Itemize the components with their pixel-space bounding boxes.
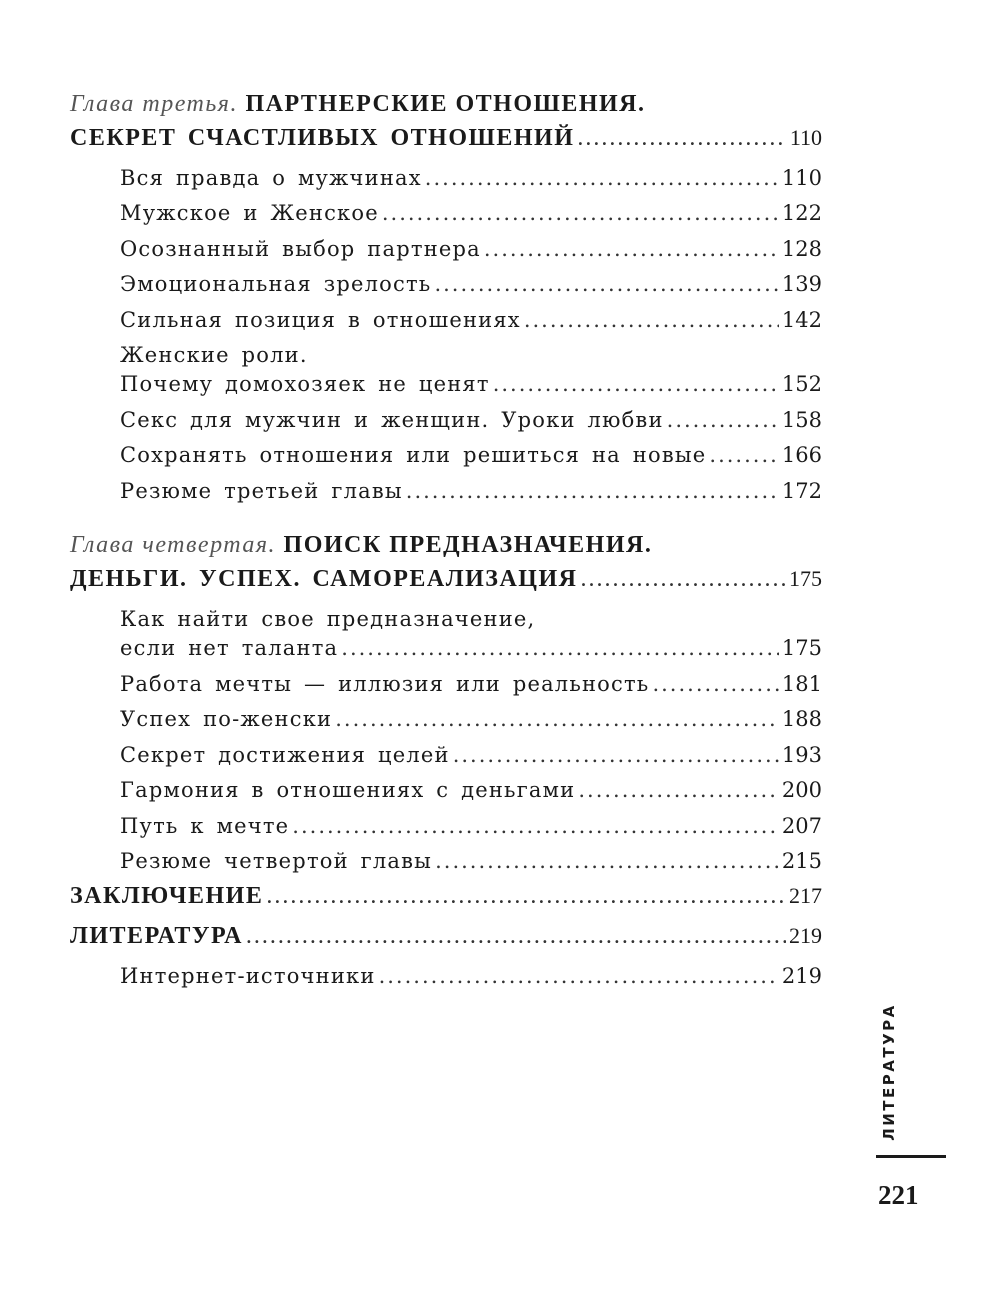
- dot-leader: [667, 403, 779, 438]
- entry-page: 128: [781, 236, 822, 261]
- toc-entry[interactable]: [70, 702, 822, 737]
- entry-page: 200: [781, 778, 822, 803]
- chapter-4-page: 175: [789, 566, 822, 592]
- page-number: 221: [878, 1180, 919, 1210]
- dot-leader: [493, 367, 779, 402]
- conclusion-page: 217: [789, 883, 822, 909]
- toc-entry[interactable]: [70, 809, 822, 844]
- entry-title: Сохранять отношения или решиться на новые: [120, 443, 707, 468]
- entry-title: если нет таланта: [120, 636, 339, 661]
- entry-page: 175: [781, 636, 822, 661]
- entry-title: Мужское и Женское: [120, 201, 379, 226]
- literature-page: 219: [789, 923, 822, 949]
- dot-leader: [266, 880, 786, 913]
- entry-page: 122: [781, 201, 822, 226]
- entry-title: Успех по-женски: [120, 707, 333, 732]
- chapter-4-heading: [70, 529, 822, 562]
- chapter-3-page: 110: [789, 125, 822, 150]
- toc-entry[interactable]: [70, 738, 822, 773]
- entry-title: Эмоциональная зрелость: [120, 272, 432, 297]
- dot-leader: [335, 702, 779, 737]
- chapter-3-kicker: Глава третья.: [70, 91, 238, 117]
- entry-page: 139: [781, 272, 822, 297]
- entry-title: Резюме четвертой главы: [120, 848, 433, 873]
- dot-leader: [379, 959, 779, 994]
- entry-page: 142: [781, 307, 822, 332]
- entry-title: Путь к мечте: [120, 813, 290, 838]
- chapter-3-heading: [70, 88, 822, 121]
- folio-rule: [876, 1155, 946, 1158]
- dot-leader: [524, 303, 779, 338]
- entry-title: Работа мечты — иллюзия или реальность: [120, 671, 650, 696]
- running-head-text: ЛИТЕРАТУРА: [880, 1003, 898, 1141]
- toc-entry-literature[interactable]: [70, 919, 822, 953]
- dot-leader: [246, 920, 786, 953]
- entry-page: 152: [781, 372, 822, 397]
- dot-leader: [425, 161, 779, 196]
- chapter-3-title-line1: ПАРТНЕРСКИЕ ОТНОШЕНИЯ.: [245, 91, 646, 117]
- entry-page: 166: [781, 443, 822, 468]
- toc-entry[interactable]: [70, 438, 822, 473]
- dot-leader: [435, 844, 779, 879]
- entry-page: 215: [781, 848, 822, 873]
- entry-page: 219: [781, 964, 822, 989]
- toc-entry[interactable]: [70, 667, 822, 702]
- entry-title: Секрет достижения целей: [120, 742, 450, 767]
- entry-page: 181: [781, 671, 822, 696]
- entry-title: Вся правда о мужчинах: [120, 166, 422, 190]
- toc-entry[interactable]: [70, 196, 822, 231]
- dot-leader: [709, 438, 779, 473]
- chapter-4-title-line2: ДЕНЬГИ. УСПЕХ. САМОРЕАЛИЗАЦИЯ: [70, 566, 578, 593]
- entry-title-line1: Как найти свое предназначение,: [120, 607, 536, 632]
- toc-entry[interactable]: [70, 367, 822, 402]
- entry-page: 193: [781, 742, 822, 767]
- toc-entry[interactable]: [70, 232, 822, 267]
- entry-page: 172: [781, 478, 822, 503]
- toc-entry[interactable]: [70, 403, 822, 438]
- toc-entry-chapter-4[interactable]: [70, 562, 822, 596]
- toc-entry[interactable]: [70, 959, 822, 994]
- dot-leader: [652, 667, 778, 702]
- entry-page: 188: [781, 707, 822, 732]
- dot-leader: [580, 563, 786, 596]
- entry-title: Секс для мужчин и женщин. Уроки любви: [120, 407, 664, 432]
- dot-leader: [341, 631, 779, 666]
- entry-title: Осознанный выбор партнера: [120, 236, 481, 261]
- dot-leader: [434, 267, 778, 302]
- toc-entry[interactable]: [70, 844, 822, 879]
- toc-entry-chapter-3[interactable]: [70, 121, 822, 155]
- chapter-4-title-line1: ПОИСК ПРЕДНАЗНАЧЕНИЯ.: [283, 532, 653, 559]
- entry-title: Сильная позиция в отношениях: [120, 307, 521, 332]
- entry-page: 158: [781, 407, 822, 432]
- dot-leader: [484, 232, 779, 267]
- dot-leader: [578, 773, 779, 808]
- chapter-4-kicker: Глава четвертая.: [70, 532, 277, 559]
- toc-entry-conclusion[interactable]: [70, 879, 822, 913]
- running-head: [872, 1003, 906, 1141]
- entry-title: Почему домохозяек не ценят: [120, 372, 490, 397]
- entry-page: 110: [781, 166, 822, 190]
- toc-entry[interactable]: [70, 773, 822, 808]
- dot-leader: [406, 474, 779, 509]
- conclusion-title: ЗАКЛЮЧЕНИЕ: [70, 883, 264, 910]
- dot-leader: [577, 122, 786, 155]
- dot-leader: [453, 738, 779, 773]
- toc-entry[interactable]: [70, 474, 822, 509]
- literature-title: ЛИТЕРАТУРА: [70, 923, 243, 950]
- entry-title-line1: Женские роли.: [120, 343, 308, 368]
- entry-title: Резюме третьей главы: [120, 478, 403, 503]
- dot-leader: [292, 809, 779, 844]
- dot-leader: [382, 196, 779, 231]
- entry-title: Интернет-источники: [120, 964, 376, 989]
- table-of-contents: [70, 88, 822, 995]
- entry-page: 207: [781, 813, 822, 838]
- toc-entry[interactable]: [70, 631, 822, 666]
- chapter-3-title-line2: СЕКРЕТ СЧАСТЛИВЫХ ОТНОШЕНИЙ: [70, 125, 575, 151]
- entry-title: Гармония в отношениях с деньгами: [120, 778, 576, 803]
- toc-entry[interactable]: [70, 161, 822, 196]
- toc-entry[interactable]: [70, 303, 822, 338]
- toc-entry[interactable]: [70, 267, 822, 302]
